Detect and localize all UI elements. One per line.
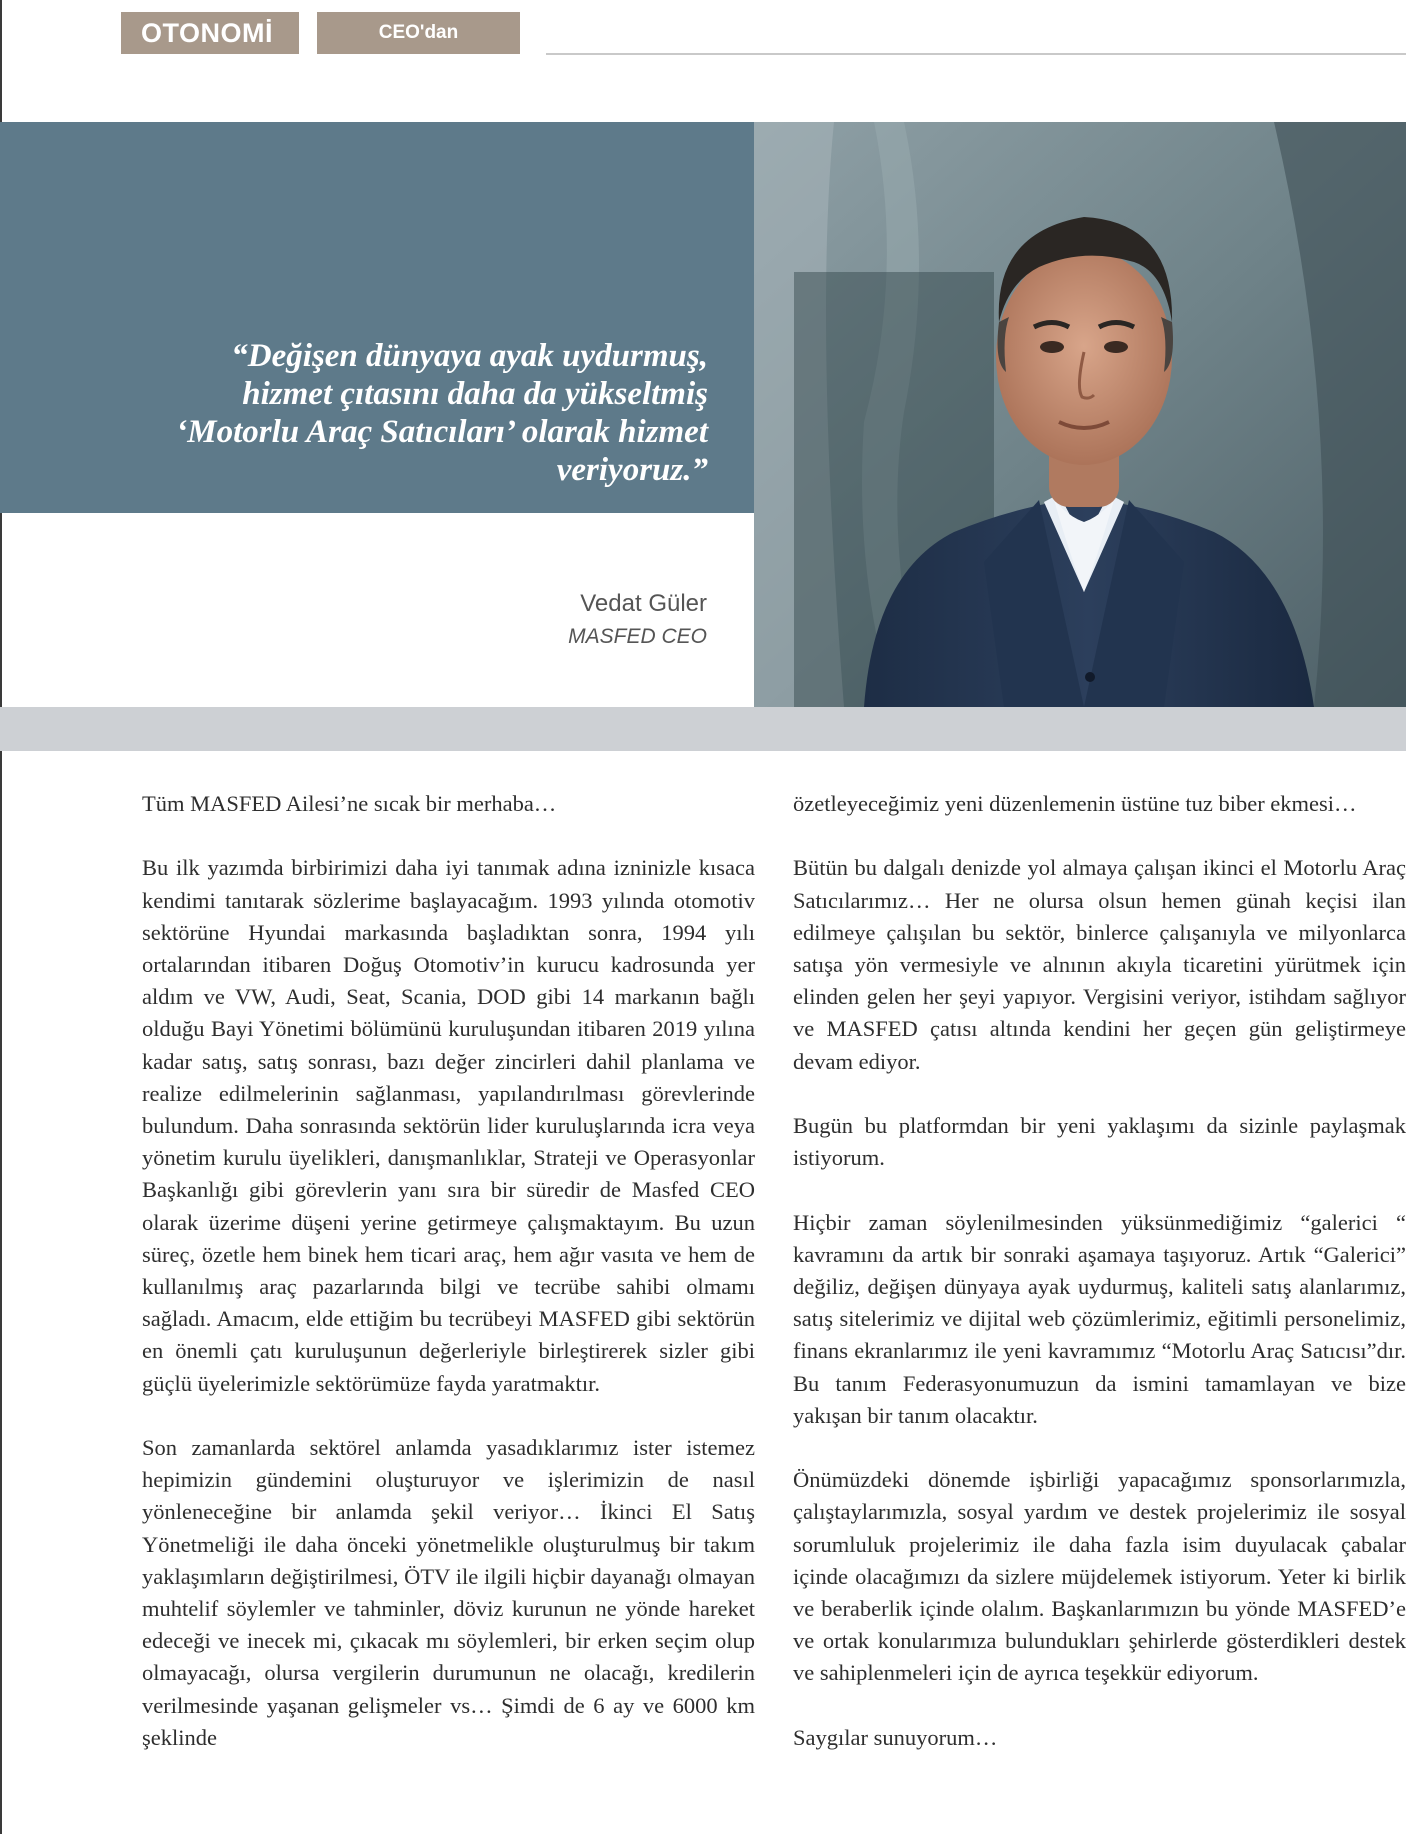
pull-quote: “Değişen dünyaya ayak uydurmuş, hizmet çıtasını daha da yükseltmiş ‘Motorlu Araç Satıcıları’ olarak hizmet veriyoruz.” bbox=[176, 338, 708, 488]
author-name: Vedat Güler bbox=[580, 590, 707, 617]
section-tag: CEO'dan bbox=[317, 12, 520, 54]
article-column-left bbox=[142, 788, 755, 1786]
article-paragraph: Bütün bu dalgalı denizde yol almaya çalışan ikinci el Motorlu Araç Satıcılarımız… Her ne olursa olsun hemen günah keçisi ilan edilmeye çalışılan bu sektör, binlerce çalışanıyla ve milyonlarca satışa yön vermesiyle ve alnının akıyla ticaretini yürütmek için elinden gelen her şeyi yapıyor. Vergisini veriyor, istihdam sağlıyor ve MASFED çatısı altında kendini her geçen gün geliştirmeye devam ediyor. bbox=[793, 855, 1406, 1074]
article-paragraph: Tüm MASFED Ailesi’ne sıcak bir merhaba… bbox=[142, 791, 557, 816]
closing-line: Saygılar sunuyorum… bbox=[793, 1724, 998, 1750]
header-rule bbox=[546, 53, 1406, 55]
separator-band bbox=[0, 707, 1406, 751]
article-column-right bbox=[793, 788, 1406, 1786]
article-paragraph: Önümüzdeki dönemde işbirliği yapacağımız sponsorlarımızla, çalıştaylarımızla, sosyal yardım ve destek projelerimiz ile sosyal sorumluluk projelerimiz ile daha fazla isim duyulacak çabalar içinde olacağımızı da sizlere müjdelemek istiyorum. Yeter ki birlik ve beraberlik içinde olalım. Başkanlarımızın bu yönde MASFED’e ve ortak konularımıza bulundukları şehirlerde gösterdikleri destek ve sahiplenmeleri için de ayrıca teşekkür ediyorum. bbox=[793, 1467, 1406, 1686]
article-paragraph: Son zamanlarda sektörel anlamda yasadıklarımız ister istemez hepimizin gündemini oluşturuyor ve işlerimizin de nasıl yönleneceğine bir anlamda şekil veriyor… İkinci El Satış Yönetmeliği ile daha önceki yönetmelikle oluşturulmuş bir takım yaklaşımların değiştirilmesi, ÖTV ile ilgili hiçbir dayanağı olmayan muhtelif söylemler ve tahminler, döviz kurunun ne yönde hareket edeceği ve inecek mi, çıkacak mı söylemleri, bir erken seçim olup olmayacağı, olursa vergilerin durumunun ne olacağı, kredilerin verilmesinde yaşanan gelişmeler vs… Şimdi de 6 ay ve 6000 km şeklinde bbox=[142, 1435, 755, 1750]
author-role: MASFED CEO bbox=[568, 625, 707, 648]
article-paragraph: Bugün bu platformdan bir yeni yaklaşımı da sizinle paylaşmak istiyorum. bbox=[793, 1113, 1406, 1171]
article-paragraph: Hiçbir zaman söylenilmesinden yüksünmediğimiz “galerici “ kavramını da artık bir sonraki aşamaya taşıyoruz. Artık “Galerici” değiliz, değişen dünyaya ayak uydurmuş, kaliteli satış alanlarımız, satış sitelerimiz ve dijital web çözümlerimiz, eğitimli personelimiz, finans ekranlarımız ile yeni kavramımız “Motorlu Araç Satıcısı”dır. Bu tanım Federasyonumuzun da ismini tamamlayan ve bize yakışan bir tanım olacaktır. bbox=[793, 1209, 1406, 1428]
quote-panel bbox=[0, 122, 754, 513]
ceo-portrait-photo bbox=[754, 122, 1406, 707]
article-paragraph: özetleyeceğimiz yeni düzenlemenin üstüne tuz biber ekmesi… bbox=[793, 791, 1357, 816]
magazine-brand-tag: OTONOMİ bbox=[121, 12, 299, 54]
article-paragraph: Bu ilk yazımda birbirimizi daha iyi tanımak adına izninizle kısaca kendimi tanıtarak sözlerime başlayacağım. 1993 yılında otomotiv sektörüne Hyundai markasında başladıktan sonra, 1994 yılı ortalarından itibaren Doğuş Otomotiv’in kurucu kadrosunda yer aldım ve VW, Audi, Seat, Scania, DOD gibi 14 markanın bağlı olduğu Bayi Yönetimi bölümünü kuruluşundan itibaren 2019 yılına kadar satış, satış sonrası, bazı değer zincirleri dahil planlama ve realize edilmelerinin sağlanması, yapılandırılması görevlerinde bulundum. Daha sonrasında sektörün lider kuruluşlarında icra veya yönetim kurulu üyelikleri, danışmanlıklar, Strateji ve Operasyonlar Başkanlığı gibi görevlerin yanı sıra bir süredir de Masfed CEO olarak üzerime düşeni yerine getirmeye çalışmaktayım. Bu uzun süreç, özetle hem binek hem ticari araç, hem ağır vasıta ve hem de kullanılmış araç pazarlarında bilgi ve tecrübe sahibi olmamı sağladı. Amacım, elde ettiğim bu tecrübeyi MASFED gibi sektörün en önemli çatı kuruluşunun değerleriyle birleştirerek sizler gibi güçlü üyelerimizle sektörümüze fayda yaratmaktır. bbox=[142, 855, 755, 1396]
